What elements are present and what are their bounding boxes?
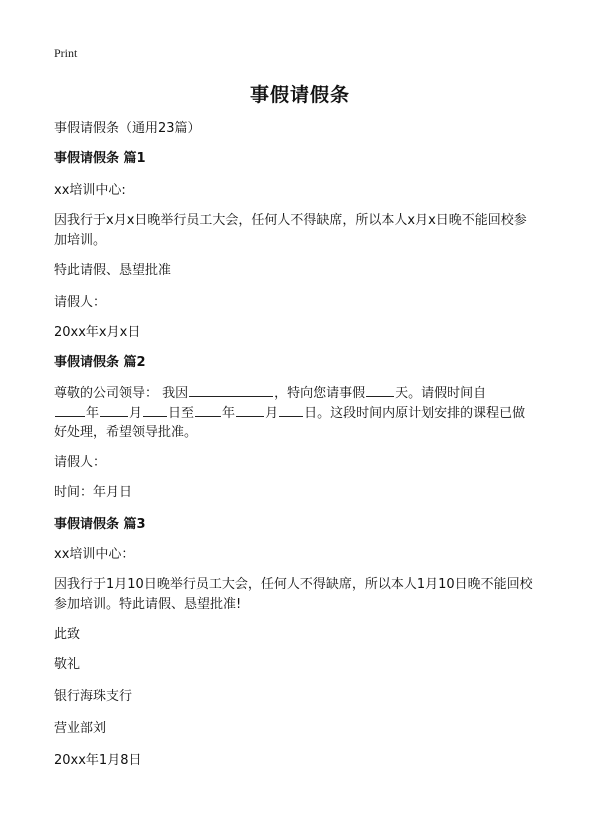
section-1-body-line2: 加培训。 (54, 233, 107, 248)
blank-days (366, 382, 394, 397)
section-3-heading: 事假请假条 篇3 (54, 517, 146, 532)
section-2-body-line3: 好处理，希望领导批准。 (54, 425, 198, 440)
blank-end-month (236, 402, 264, 417)
section-2-signer: 请假人： (54, 455, 107, 470)
text-month: 月 (129, 406, 143, 421)
section-1-greeting: xx培训中心: (54, 183, 126, 198)
section-2-text-c: 天。请假时间自 (395, 386, 487, 401)
section-3-greeting: xx培训中心： (54, 547, 135, 562)
blank-start-month (100, 402, 128, 417)
section-1-body-line1: 因我行于x月x日晚举行员工大会，任何人不得缺席，所以本人x月x日晚不能回校参 (54, 213, 527, 228)
section-3-body-line2: 参加培训。特此请假、恳望批准! (54, 597, 242, 612)
section-2-text-a: 尊敬的公司领导： 我因 (54, 386, 189, 401)
text-day-to: 日至 (168, 406, 195, 421)
section-3-body-line1: 因我行于1月10日晚举行员工大会，任何人不得缺席，所以本人1月10日晚不能回校 (54, 577, 533, 592)
blank-start-day (143, 402, 167, 417)
blank-start-year (55, 402, 85, 417)
text-day-end: 日。这段时间内原计划安排的课程已做 (304, 406, 526, 421)
section-3-dept: 营业部刘 (54, 721, 107, 736)
section-1-date: 20xx年x月x日 (54, 325, 141, 340)
print-label[interactable]: Print (54, 46, 78, 60)
section-1-signer: 请假人： (54, 295, 107, 310)
blank-end-year (195, 402, 221, 417)
section-2-time: 时间：年月日 (54, 485, 133, 500)
section-1-closing: 特此请假、恳望批准 (54, 263, 172, 278)
section-3-closing2: 敬礼 (54, 657, 81, 672)
section-3-org: 银行海珠支行 (54, 689, 133, 704)
document-title: 事假请假条 (249, 84, 350, 106)
text-year: 年 (86, 406, 100, 421)
text-year-2: 年 (222, 406, 236, 421)
section-3-date: 20xx年1月8日 (54, 753, 142, 768)
section-2-text-b: ，特向您请事假 (274, 386, 366, 401)
document-subtitle: 事假请假条（通用23篇） (54, 121, 201, 136)
section-1-heading: 事假请假条 篇1 (54, 151, 146, 166)
blank-reason (189, 382, 273, 397)
section-3-closing1: 此致 (54, 627, 81, 642)
section-2-heading: 事假请假条 篇2 (54, 355, 146, 370)
blank-end-day (279, 402, 303, 417)
text-month-2: 月 (265, 406, 279, 421)
